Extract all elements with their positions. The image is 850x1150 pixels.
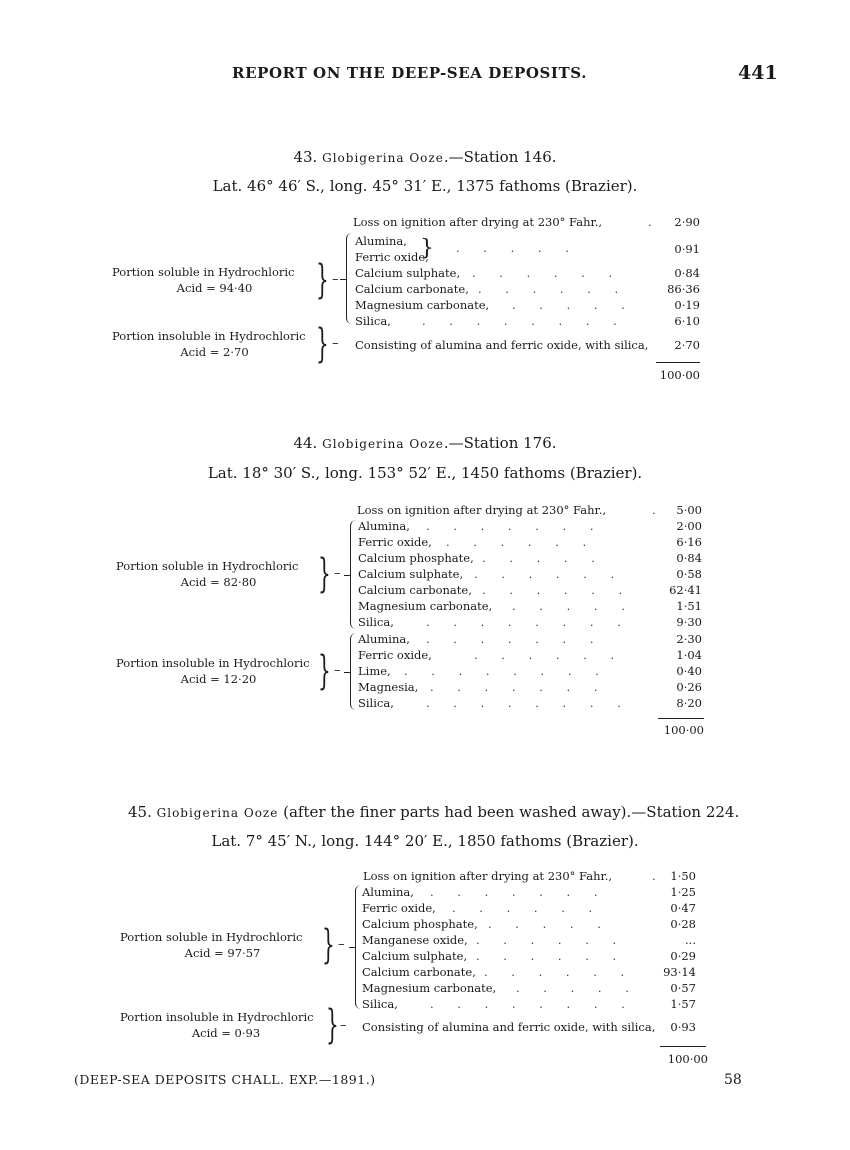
total-rule [660, 1046, 706, 1047]
item-value: 0·26 [676, 680, 702, 694]
brace: } [318, 551, 331, 597]
item-label: Magnesium carbonate, [358, 599, 493, 613]
leader-dots: . . . . . . . . [426, 696, 631, 710]
item-value: 0·58 [676, 567, 702, 581]
leader-dots: . . . . . . [446, 535, 597, 549]
section-name: Globigerina Ooze [322, 151, 444, 165]
item-label: Calcium sulphate, [358, 567, 464, 581]
brace: } [326, 1002, 339, 1048]
item-value: 0·57 [670, 981, 696, 995]
item-label: Calcium phosphate, [362, 917, 478, 931]
brace: } [322, 922, 335, 968]
section-name: Globigerina Ooze [156, 806, 279, 820]
section-station: .—Station 146. [443, 148, 557, 166]
group-label-line2: Acid = 94·40 [176, 281, 253, 295]
leader-dots: . . . . . [456, 241, 579, 255]
brace: } [420, 236, 434, 261]
item-value: 0·29 [670, 949, 696, 963]
leader-dots: . . . . . . [474, 648, 625, 662]
item-value: 2·30 [676, 632, 702, 646]
sheet-number: 58 [724, 1072, 742, 1088]
section-number: 43. [293, 148, 318, 166]
leader-dots: . . . . . . [472, 266, 623, 280]
brace: } [316, 321, 329, 367]
item-label: Ferric oxide, [358, 648, 432, 662]
item-label: Ferric oxide, [355, 250, 429, 264]
item-label: Calcium phosphate, [358, 551, 474, 565]
loss-label: Loss on ignition after drying at 230° Fahr., [363, 869, 613, 883]
leader-dots: . [652, 869, 666, 883]
item-value: 1·25 [670, 885, 696, 899]
insoluble-value: 2·70 [674, 338, 700, 352]
item-value: 2·00 [676, 519, 702, 533]
dash: – [334, 566, 341, 581]
section-station: .—Station 176. [443, 434, 557, 452]
section-45-title [128, 803, 739, 821]
leader-dots: . . . . . . . [426, 632, 604, 646]
leader-dots: . . . . . [512, 599, 635, 613]
item-label: Manganese oxide, [362, 933, 468, 947]
section-station: (after the finer parts had been washed away).—Station 224. [278, 803, 740, 821]
item-label: Silica, [358, 696, 394, 710]
item-value: 1·04 [676, 648, 702, 662]
section-43-lat: Lat. 46° 46′ S., long. 45° 31′ E., 1375 fathoms (Brazier). [212, 177, 638, 195]
item-label: Silica, [355, 314, 391, 328]
group-label-line1: Portion insoluble in Hydrochloric [112, 329, 306, 343]
section-45-lat: Lat. 7° 45′ N., long. 144° 20′ E., 1850 fathoms (Brazier). [211, 832, 639, 850]
item-value: ... [685, 933, 696, 947]
leader-dots: . . . . . [516, 981, 639, 995]
item-label: Silica, [358, 615, 394, 629]
section-43-title [0, 148, 850, 166]
item-value: 62·41 [669, 583, 702, 597]
item-value: 0·84 [674, 266, 700, 280]
section-44-lat: Lat. 18° 30′ S., long. 153° 52′ E., 1450 fathoms (Brazier). [207, 464, 643, 482]
dash: – [334, 663, 341, 678]
item-label: Silica, [362, 997, 398, 1011]
leader-dots: . . . . . . . [426, 519, 604, 533]
item-label: Ferric oxide, [358, 535, 432, 549]
item-value: 1·51 [676, 599, 702, 613]
loss-label: Loss on ignition after drying at 230° Fahr., [357, 503, 607, 517]
section-number: 44. [293, 434, 318, 452]
item-value: 0·47 [670, 901, 696, 915]
section-44-title [0, 434, 850, 452]
item-value: 86·36 [667, 282, 700, 296]
group-label-line1: Portion soluble in Hydrochloric [116, 559, 299, 573]
item-value: 93·14 [663, 965, 696, 979]
group-label-line2: Acid = 12·20 [180, 672, 257, 686]
group-label-line2: Acid = 82·80 [180, 575, 257, 589]
leader-dots: . . . . . . . . [404, 664, 609, 678]
insoluble-portion-label [112, 328, 317, 360]
leader-dots: . . . . . . [482, 583, 633, 597]
group-label-line2: Acid = 97·57 [184, 946, 261, 960]
brace [350, 520, 357, 629]
loss-value: 2·90 [674, 215, 700, 229]
brace: } [318, 648, 331, 694]
page-number: 441 [738, 62, 778, 84]
leader-dots: . . . . . . [476, 949, 627, 963]
leader-dots: . . . . . [488, 917, 611, 931]
brace [346, 233, 353, 324]
item-value: 8·20 [676, 696, 702, 710]
total-rule [656, 362, 700, 363]
group-label-line1: Portion insoluble in Hydrochloric [120, 1010, 314, 1024]
total-value: 100·00 [659, 368, 700, 382]
insoluble-text: Consisting of alumina and ferric oxide, with silica, [362, 1020, 656, 1034]
leader-dots: . . . . . . [476, 933, 627, 947]
item-value: 0·28 [670, 917, 696, 931]
leader-dots: . . . . . . [484, 965, 635, 979]
brace [350, 633, 357, 710]
leader-dots: . . . . . [482, 551, 605, 565]
insoluble-text: Consisting of alumina and ferric oxide, with silica, [355, 338, 649, 352]
item-label: Alumina, [355, 234, 407, 248]
group-label-line1: Portion soluble in Hydrochloric [112, 265, 295, 279]
leader-dots: . . . . . . . . [422, 314, 627, 328]
dash: – [340, 1018, 347, 1033]
loss-label: Loss on ignition after drying at 230° Fahr., [353, 215, 603, 229]
item-label: Calcium carbonate, [362, 965, 476, 979]
leader-dots: . [652, 503, 666, 517]
loss-value: 1·50 [670, 869, 696, 883]
total-value: 100·00 [663, 723, 704, 737]
item-value: 6·16 [676, 535, 702, 549]
signature-line: (DEEP-SEA DEPOSITS CHALL. EXP.—1891.) [74, 1072, 376, 1087]
item-label: Lime, [358, 664, 391, 678]
item-label: Calcium sulphate, [362, 949, 468, 963]
soluble-portion-label [120, 929, 325, 961]
brace: } [316, 257, 329, 303]
item-value: 0·84 [676, 551, 702, 565]
item-label: Alumina, [358, 632, 410, 646]
loss-value: 5·00 [676, 503, 702, 517]
item-value: 1·57 [670, 997, 696, 1011]
group-label-line2: Acid = 2·70 [180, 345, 249, 359]
leader-dots: . . . . . . . . [430, 997, 635, 1011]
item-value: 6·10 [674, 314, 700, 328]
dash: – [338, 937, 345, 952]
brace [355, 885, 362, 1009]
item-value: 0·40 [676, 664, 702, 678]
insoluble-value: 0·93 [670, 1020, 696, 1034]
soluble-portion-label [112, 264, 317, 296]
leader-dots: . [648, 215, 662, 229]
dash: – [332, 272, 339, 287]
item-label: Ferric oxide, [362, 901, 436, 915]
leader-dots: . . . . . . [474, 567, 625, 581]
item-label: Alumina, [362, 885, 414, 899]
item-label: Magnesia, [358, 680, 419, 694]
running-title: REPORT ON THE DEEP-SEA DEPOSITS. [232, 64, 588, 82]
item-label: Alumina, [358, 519, 410, 533]
leader-dots: . . . . . [512, 298, 635, 312]
item-label: Magnesium carbonate, [362, 981, 497, 995]
leader-dots: . . . . . . [452, 901, 603, 915]
total-value: 100·00 [667, 1052, 708, 1066]
total-rule [658, 718, 704, 719]
group-label-line1: Portion soluble in Hydrochloric [120, 930, 303, 944]
item-label: Calcium sulphate, [355, 266, 461, 280]
leader-dots: . . . . . . . [430, 885, 608, 899]
section-number: 45. [128, 803, 152, 821]
insoluble-portion-label [120, 1009, 332, 1041]
soluble-portion-label [116, 558, 321, 590]
item-label: Calcium carbonate, [358, 583, 472, 597]
section-name: Globigerina Ooze [322, 437, 444, 451]
insoluble-portion-label [116, 655, 321, 687]
leader-dots: . . . . . . . [430, 680, 608, 694]
item-label: Calcium carbonate, [355, 282, 469, 296]
group-label-line1: Portion insoluble in Hydrochloric [116, 656, 310, 670]
item-value: 0·91 [674, 242, 700, 256]
dash: – [332, 336, 339, 351]
leader-dots: . . . . . . . . [426, 615, 631, 629]
item-value: 9·30 [676, 615, 702, 629]
item-label: Magnesium carbonate, [355, 298, 490, 312]
leader-dots: . . . . . . [478, 282, 629, 296]
group-label-line2: Acid = 0·93 [191, 1026, 261, 1040]
item-value: 0·19 [674, 298, 700, 312]
